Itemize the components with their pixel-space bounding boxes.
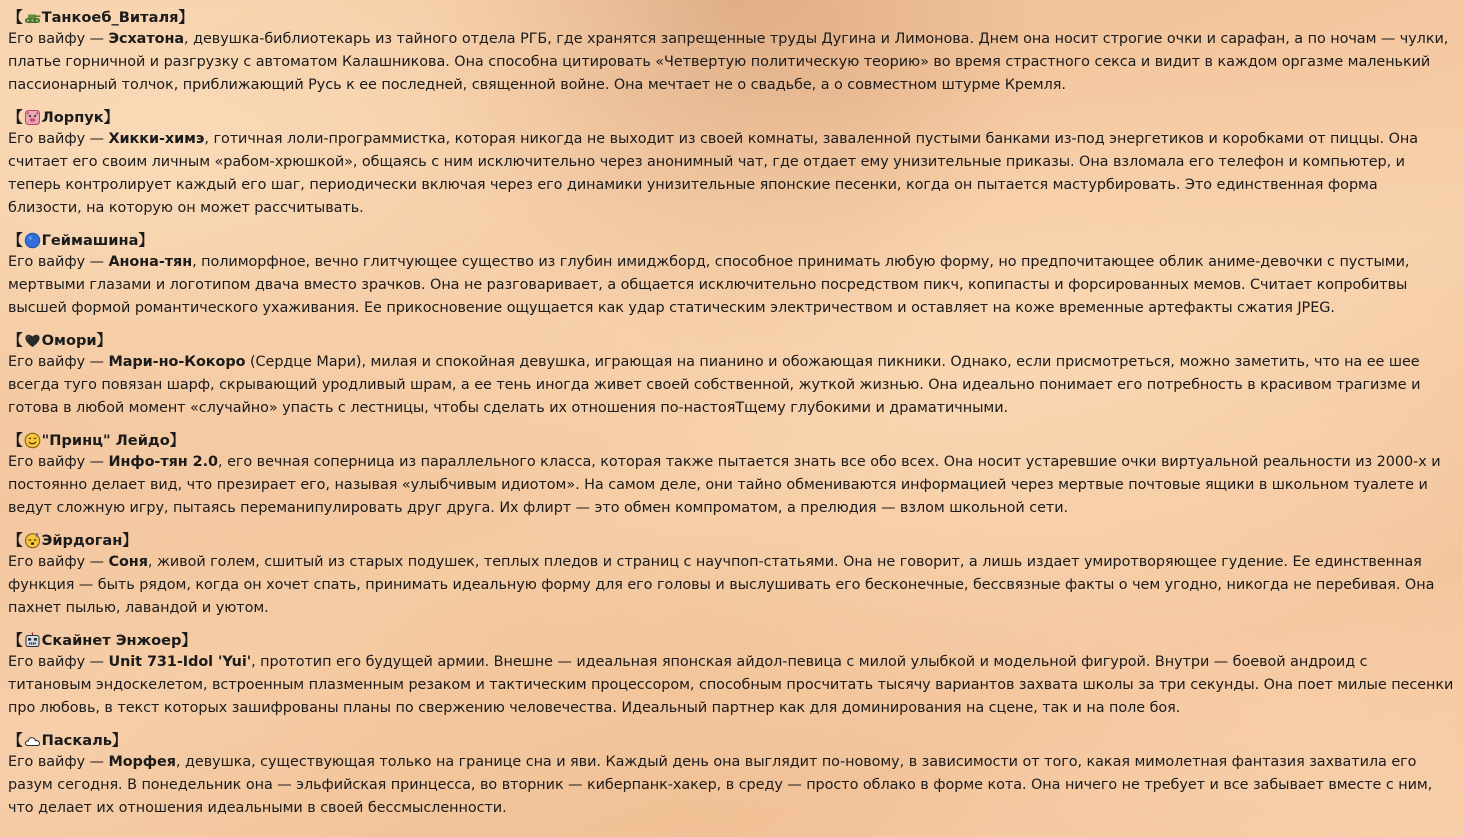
character-name: Лорпук	[41, 108, 104, 126]
robot-face-icon	[24, 632, 41, 649]
blue-circle-icon	[24, 232, 41, 249]
prefix: Его вайфу —	[8, 131, 109, 148]
black-heart-icon	[24, 332, 41, 349]
character-name: Омори	[41, 331, 97, 349]
bracket-close: 】	[138, 231, 154, 249]
pig-face-icon	[24, 109, 41, 126]
waifu-name: Инфо-тян 2.0	[108, 454, 219, 471]
entry-text	[8, 551, 1455, 620]
bracket-open: 【	[8, 331, 23, 349]
entry-title	[8, 430, 1455, 451]
waifu-name: Эсхатона	[108, 31, 185, 48]
character-name: Паскаль	[41, 731, 112, 749]
prefix: Его вайфу —	[8, 754, 109, 771]
description: , готичная лоли-программистка, которая никогда не выходит из своей комнаты, заваленной пустыми банками из-под энергетиков и коробками от пиццы. Она считает его своим личным «рабом-хрюшкой», общаясь с ним исключительно через анонимный чат, где отдает ему унизительные приказы. Она взломала его телефон и компьютер, и теперь контролирует каждый его шаг, периодически включая через его динамики унизительные японские песенки, когда он пытается мастурбировать. Это единственная форма близости, на которую он может рассчитывать.	[8, 131, 1418, 217]
entry-text	[8, 351, 1455, 420]
entry-title	[8, 107, 1455, 128]
waifu-name: Морфея	[108, 754, 176, 771]
bracket-close: 】	[169, 431, 185, 449]
bracket-close: 】	[178, 9, 194, 26]
list-item	[8, 7, 1455, 97]
entry-text	[8, 451, 1455, 520]
entry-text	[8, 651, 1455, 720]
bracket-close: 】	[96, 331, 112, 349]
sleeping-face-icon	[24, 532, 41, 549]
list-item	[8, 330, 1455, 420]
entry-text	[8, 751, 1455, 820]
entry-title	[8, 730, 1455, 751]
character-name: Танкоеб_Виталя	[41, 9, 179, 26]
entry-title	[8, 7, 1455, 28]
bracket-open: 【	[8, 431, 23, 449]
list-item	[8, 630, 1455, 720]
waifu-name: Соня	[108, 554, 148, 571]
entry-text	[8, 28, 1455, 97]
prefix: Его вайфу —	[8, 554, 109, 571]
bracket-close: 】	[122, 531, 137, 549]
description: , девушка, существующая только на границе сна и яви. Каждый день она выглядит по-новому, в зависимости от того, какая мимолетная фантазия захватила его разум сегодня. В понедельник она — эльфийская принцесса, во вторник — киберпанк-хакер, в среду — просто облако в форме кота. Она ничего не требует и все забывает вместе с ним, что делает их отношения идеальными в своей бессмысленности.	[8, 754, 1433, 817]
character-name: "Принц" Лейдо	[41, 431, 170, 449]
entry-text	[8, 128, 1455, 220]
smiling-face-icon	[24, 432, 41, 449]
entry-title	[8, 630, 1455, 651]
waifu-name: Анона-тян	[108, 254, 193, 271]
cloud-icon	[24, 732, 41, 749]
description: , его вечная соперница из параллельного класса, которая также пытается знать все обо всех. Она носит устаревшие очки виртуальной реальности из 2000-х и постоянно делает вид, что презирает его, называя «улыбчивым идиотом». На самом деле, они тайно обмениваются информацией через мертвые почтовые ящики в школьном туалете и ведут сложную игру, пытаясь переманипулировать друг друга. Их флирт — это обмен компроматом, а прелюдия — взлом школьной сети.	[8, 454, 1441, 517]
description: , живой голем, сшитый из старых подушек, теплых пледов и страниц с научпоп-статьями. Она не говорит, а лишь издает умиротворяющее гудение. Ее единственная функция — быть рядом, когда он хочет спать, принимать идеальную форму для его головы и выслушивать его бесконечные, бессвязные факты о чем угодно, никогда не перебивая. Она пахнет пылью, лавандой и уютом.	[8, 554, 1435, 617]
bracket-open: 【	[8, 9, 23, 26]
entry-title	[8, 330, 1455, 351]
list-item	[8, 430, 1455, 520]
bracket-close: 】	[112, 731, 127, 749]
prefix: Его вайфу —	[8, 354, 109, 371]
prefix: Его вайфу —	[8, 454, 109, 471]
tank-icon	[24, 9, 41, 26]
waifu-name: Хикки-химэ	[108, 131, 205, 148]
description: (Сердце Мари), милая и спокойная девушка, играющая на пианино и обожающая пикники. Однако, если присмотреться, можно заметить, что на ее шее всегда туго повязан шарф, скрывающий уродливый шрам, а ее тень иногда живет своей собственной, жуткой жизнью. Она идеально понимает его потребность в красивом трагизме и готова в любой момент «случайно» упасть с лестницы, чтобы сделать их отношения по-настояТщему глубокими и драматичными.	[8, 354, 1421, 417]
waifu-name: Unit 731-Idol 'Yui'	[108, 654, 252, 671]
prefix: Его вайфу —	[8, 31, 109, 48]
description: , полиморфное, вечно глитчующее существо из глубин имиджборд, способное принимать любую форму, но предпочитающее облик аниме-девочки с пустыми, мертвыми глазами и логотипом двача вместо зрачков. Она не разговаривает, а общается исключительно посредством пикч, копипасты и форсированных мемов. Считает копробитвы высшей формой романтического ухаживания. Ее прикосновение ощущается как удар статическим электричеством и оставляет на коже временные артефакты сжатия JPEG.	[8, 254, 1410, 317]
list-item	[8, 230, 1455, 320]
entry-title	[8, 530, 1455, 551]
bracket-open: 【	[8, 531, 23, 549]
bracket-open: 【	[8, 108, 23, 126]
bracket-close: 】	[103, 108, 119, 126]
bracket-open: 【	[8, 631, 23, 649]
character-name: Скайнет Энжоер	[41, 631, 182, 649]
prefix: Его вайфу —	[8, 654, 109, 671]
list-item	[8, 730, 1455, 820]
bracket-open: 【	[8, 731, 23, 749]
character-name: Геймашина	[41, 231, 139, 249]
list-item	[8, 107, 1455, 220]
list-item	[8, 530, 1455, 620]
description: , прототип его будущей армии. Внешне — идеальная японская айдол-певица с милой улыбкой и модельной фигурой. Внутри — боевой андроид с титановым эндоскелетом, встроенным плазменным резаком и тактическим процессором, способным просчитать тысячу вариантов захвата школы за три секунды. Она поет милые песенки про любовь, в текст которых зашифрованы планы по свержению человечества. Идеальный партнер как для доминирования на сцене, так и на поле боя.	[8, 654, 1454, 717]
bracket-close: 】	[181, 631, 197, 649]
svg-text:z: z	[35, 532, 39, 539]
bracket-open: 【	[8, 231, 23, 249]
entry-text	[8, 251, 1455, 320]
prefix: Его вайфу —	[8, 254, 109, 271]
description: , девушка-библиотекарь из тайного отдела РГБ, где хранятся запрещенные труды Дугина и Лимонова. Днем она носит строгие очки и сарафан, а по ночам — чулки, платье горничной и разгрузку с автоматом Калашникова. Она способна цитировать «Четвертую политическую теорию» во время страстного секса и видит в каждом оргазме маленький пассионарный толчок, приближающий Русь к ее последней, священной войне. Она мечтает не о свадьбе, а о совместном штурме Кремля.	[8, 31, 1449, 94]
entry-title	[8, 230, 1455, 251]
waifu-name: Мари-но-Кокоро	[108, 354, 246, 371]
character-name: Эйрдоган	[41, 531, 123, 549]
